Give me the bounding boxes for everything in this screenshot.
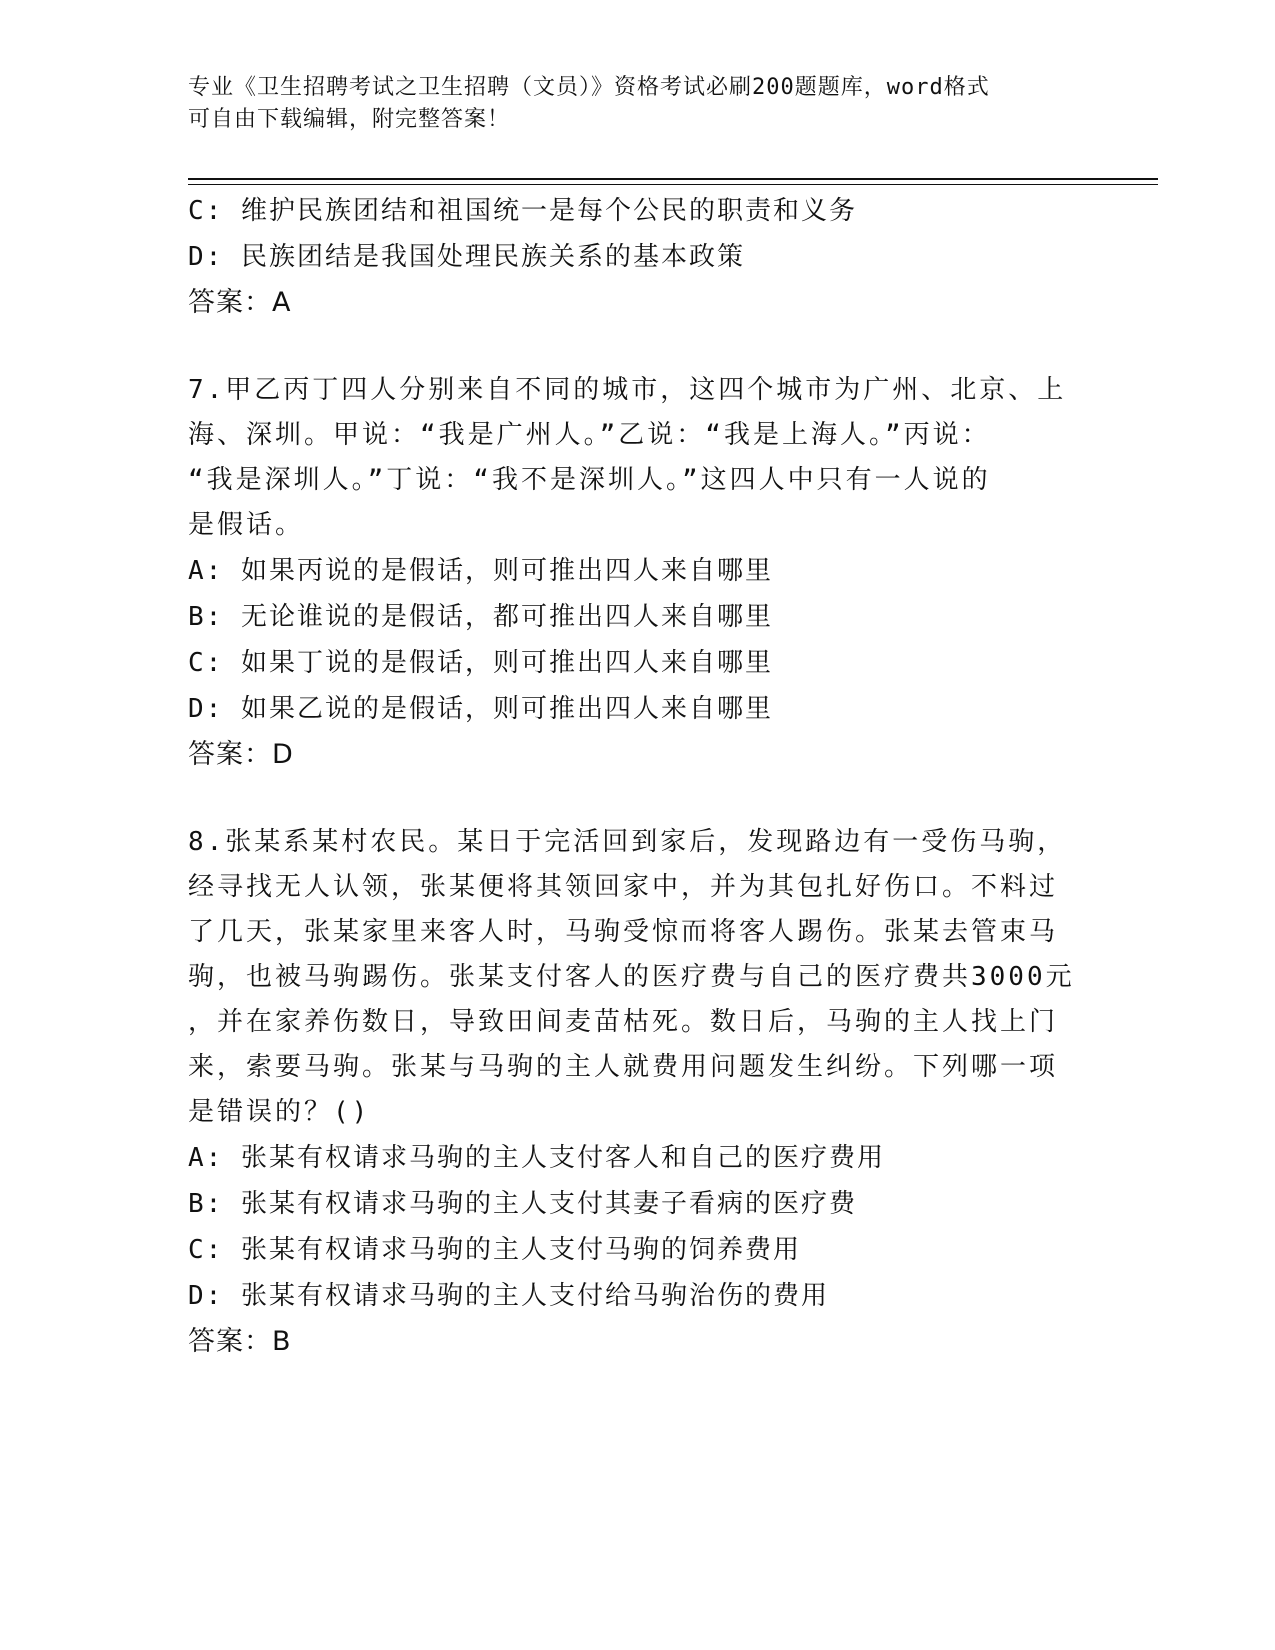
answer-line: 答案：B: [188, 1326, 292, 1357]
spacer: [188, 326, 1088, 368]
question-text-line: 是假话。: [188, 510, 305, 540]
option-b: B: 无论谁说的是假话，都可推出四人来自哪里: [188, 602, 773, 632]
question-text-line: 驹，也被马驹踢伤。张某支付客人的医疗费与自己的医疗费共3000元: [188, 962, 1075, 992]
question-text: [188, 368, 1068, 548]
option-c: C: 如果丁说的是假话，则可推出四人来自哪里: [188, 648, 773, 678]
question-text-line: 了几天，张某家里来客人时，马驹受惊而将客人踢伤。张某去管束马: [188, 917, 1059, 947]
spacer: [188, 778, 1088, 820]
question-text: [188, 820, 1075, 1135]
question-text-line: 7.甲乙丙丁四人分别来自不同的城市，这四个城市为广州、北京、上: [188, 375, 1067, 405]
question-text-line: 是错误的？(): [188, 1097, 371, 1127]
question-text-line: ，并在家养伤数日，导致田间麦苗枯死。数日后，马驹的主人找上门: [188, 1007, 1059, 1037]
option-d: D: 如果乙说的是假话，则可推出四人来自哪里: [188, 694, 773, 724]
document-header: [188, 72, 1068, 136]
option-b: B: 张某有权请求马驹的主人支付其妻子看病的医疗费: [188, 1189, 857, 1219]
option-c: C: 维护民族团结和祖国统一是每个公民的职责和义务: [188, 196, 857, 226]
document-body: [188, 188, 1088, 1365]
answer-line: 答案：A: [188, 287, 292, 318]
header-rule-thin: [188, 184, 1158, 185]
question-text-line: 海、深圳。甲说：“我是广州人。”乙说：“我是上海人。”丙说：: [188, 420, 991, 450]
option-c: C: 张某有权请求马驹的主人支付马驹的饲养费用: [188, 1235, 801, 1265]
question-7: [188, 368, 1088, 778]
header-line-1: 专业《卫生招聘考试之卫生招聘（文员）》资格考试必刷200题题库，word格式: [188, 75, 990, 100]
option-a: A: 张某有权请求马驹的主人支付客人和自己的医疗费用: [188, 1143, 885, 1173]
option-a: A: 如果丙说的是假话，则可推出四人来自哪里: [188, 556, 773, 586]
header-line-2: 可自由下载编辑，附完整答案！: [188, 107, 511, 132]
question-text-line: 来，索要马驹。张某与马驹的主人就费用问题发生纠纷。下列哪一项: [188, 1052, 1059, 1082]
header-rule-thick: [188, 178, 1158, 180]
question-text-line: 经寻找无人认领，张某便将其领回家中，并为其包扎好伤口。不料过: [188, 872, 1059, 902]
question-text-line: 8.张某系某村农民。某日于完活回到家后，发现路边有一受伤马驹，: [188, 827, 1067, 857]
answer-line: 答案：D: [188, 739, 294, 770]
prev-question: [188, 188, 1088, 326]
option-d: D: 民族团结是我国处理民族关系的基本政策: [188, 242, 745, 272]
question-8: [188, 820, 1088, 1365]
option-d: D: 张某有权请求马驹的主人支付给马驹治伤的费用: [188, 1281, 829, 1311]
question-text-line: “我是深圳人。”丁说：“我不是深圳人。”这四人中只有一人说的: [188, 465, 991, 495]
